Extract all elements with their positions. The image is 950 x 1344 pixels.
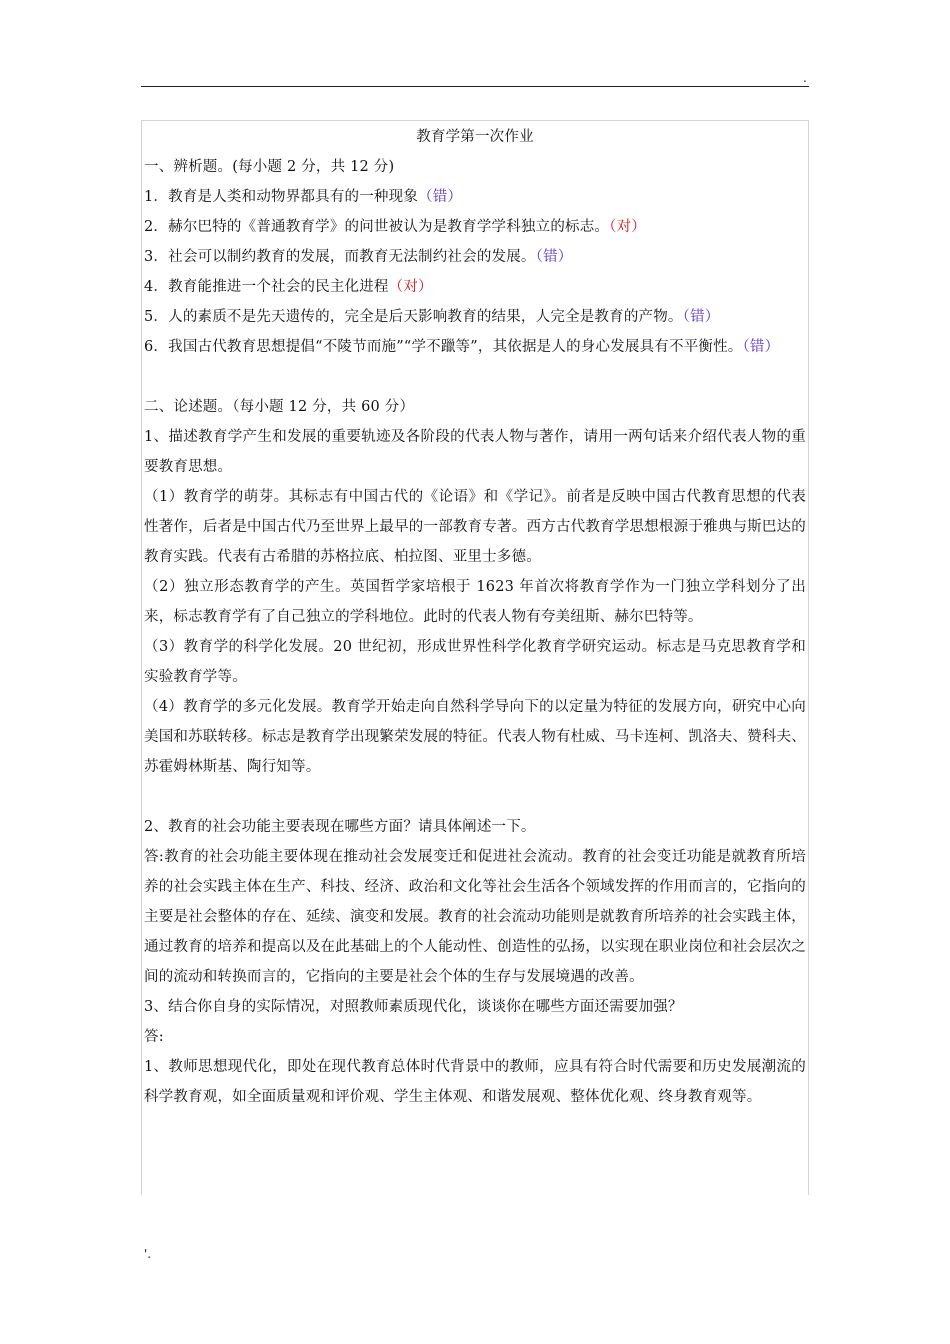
essay3-answer-label: 答: <box>144 1029 164 1045</box>
question-4 <box>144 272 806 302</box>
question-1 <box>144 182 806 212</box>
question-text: 3．社会可以制约教育的发展，而教育无法制约社会的发展。 <box>144 249 536 265</box>
essay2-question: 2、教育的社会功能主要表现在哪些方面？请具体阐述一下。 <box>144 819 536 835</box>
footer-mark: '. <box>144 1247 152 1261</box>
answer-mark: （对） <box>609 219 646 235</box>
section1-heading: 一、辨析题。(每小题 2 分，共 12 分) <box>144 159 395 175</box>
question-text: 4．教育能推进一个社会的民主化进程 <box>144 279 389 295</box>
spacer <box>144 782 806 812</box>
essay3-point-1: 1、教师思想现代化，即处在现代教育总体时代背景中的教师，应具有符合时代需要和历史发展潮流的科学教育观，如全面质量观和评价观、学生主体观、和谐发展观、整体优化观、终身教育观等。 <box>144 1059 806 1105</box>
essay3-question: 3、结合你自身的实际情况，对照教师素质现代化，谈谈你在哪些方面还需要加强？ <box>144 999 683 1015</box>
essay1-paragraph-1: （1）教育学的萌芽。其标志有中国古代的《论语》和《学记》。前者是反映中国古代教育思想的代表性著作，后者是中国古代乃至世界上最早的一部教育专著。西方古代教育学思想根源于雅典与斯巴达的教育实践。代表有古希腊的苏格拉底、柏拉图、亚里士多德。 <box>144 489 806 565</box>
answer-mark: （错） <box>682 309 720 325</box>
answer-mark: （错） <box>535 249 573 265</box>
document-body <box>144 122 806 1112</box>
answer-mark: （错） <box>418 189 463 205</box>
question-text: 6．我国古代教育思想提倡“不陵节而施”“学不躐等”，其依据是人的身心发展具有不平衡性。 <box>144 339 743 355</box>
document-title: 教育学第一次作业 <box>416 129 534 145</box>
question-2 <box>144 212 806 242</box>
question-text: 5．人的素质不是先天遗传的，完全是后天影响教育的结果，人完全是教育的产物。 <box>144 309 683 325</box>
question-5 <box>144 302 806 332</box>
question-3 <box>144 242 806 272</box>
essay1-paragraph-3: （3）教育学的科学化发展。20 世纪初，形成世界性科学化教育学研究运动。标志是马克思教育学和实验教育学等。 <box>144 639 806 685</box>
header-dot: . <box>803 71 807 85</box>
header-rule <box>141 86 809 87</box>
question-text: 1．教育是人类和动物界都具有的一种现象 <box>144 189 419 205</box>
question-text: 2．赫尔巴特的《普通教育学》的问世被认为是教育学学科独立的标志。 <box>144 219 610 235</box>
question-6 <box>144 332 806 362</box>
essay1-paragraph-2: （2）独立形态教育学的产生。英国哲学家培根于 1623 年首次将教育学作为一门独立学科划分了出来，标志教育学有了自己独立的学科地位。此时的代表人物有夸美纽斯、赫尔巴特等。 <box>144 579 806 625</box>
spacer <box>144 362 806 392</box>
essay1-paragraph-4: （4）教育学的多元化发展。教育学开始走向自然科学导向下的以定量为特征的发展方向，研究中心向美国和苏联转移。标志是教育学出现繁荣发展的特征。代表人物有杜威、马卡连柯、凯洛夫、赞科夫、苏霍姆林斯基、陶行知等。 <box>144 699 806 775</box>
answer-mark: （错） <box>742 339 780 355</box>
answer-mark: （对） <box>388 279 433 295</box>
essay1-question: 1、描述教育学产生和发展的重要轨迹及各阶段的代表人物与著作，请用一两句话来介绍代表人物的重要教育思想。 <box>144 429 806 475</box>
section2-heading: 二、论述题。（每小题 12 分，共 60 分） <box>144 399 415 415</box>
essay2-answer: 答:教育的社会功能主要体现在推动社会发展变迁和促进社会流动。教育的社会变迁功能是就教育所培养的社会实践主体在生产、科技、经济、政治和文化等社会生活各个领域发挥的作用而言的，它指向的主要是社会整体的存在、延续、演变和发展。教育的社会流动功能则是就教育所培养的社会实践主体，通过教育的培养和提高以及在此基础上的个人能动性、创造性的弘扬，以实现在职业岗位和社会层次之间的流动和转换而言的，它指向的主要是社会个体的生存与发展境遇的改善。 <box>144 849 806 985</box>
